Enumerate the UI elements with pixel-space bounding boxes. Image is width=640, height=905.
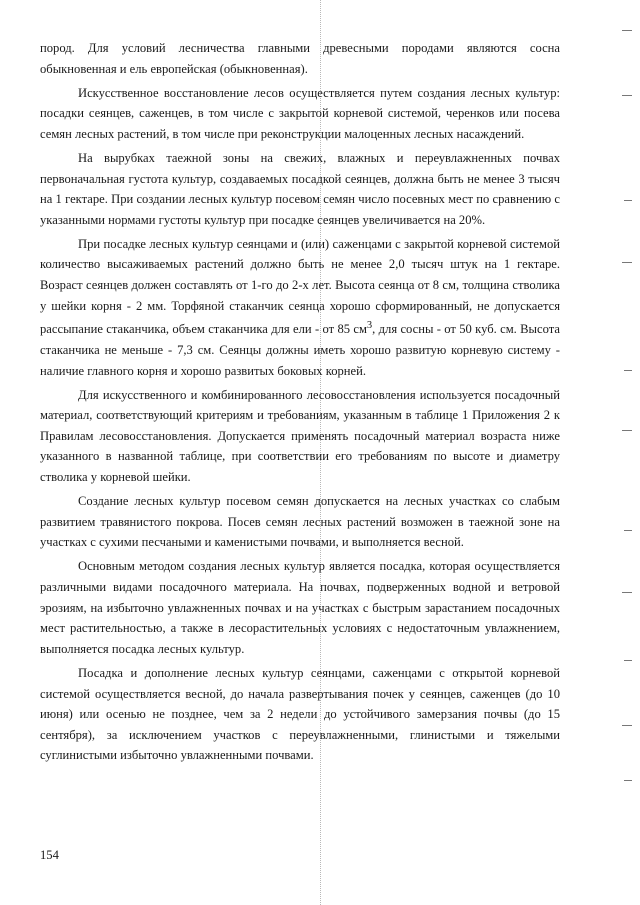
superscript-cubic: 3 — [366, 320, 373, 332]
paragraph-2: Искусственное восстановление лесов осуществляется путем создания лесных культур: посадки сеянцев, саженцев, в том числе с закрытой корневой системой, черенков или посева семян лесных растений, в том числе при реконструкции малоценных лесных насаждений. — [40, 85, 560, 141]
scan-edge-mark — [624, 660, 632, 661]
paragraph-5: Для искусственного и комбинированного лесовосстановления используется посадочный материал, соответствующий критериям и требованиям, указанным в таблице 1 Приложения 2 к Правилам лесовосстановления. Допускается применять посадочный материал возраста ниже указанного в названной таблице, при соответствии его требованиям по высоте и диаметру стволика у корневой шейки. — [40, 387, 560, 485]
scan-edge-mark — [624, 200, 632, 201]
scan-edge-mark — [622, 725, 632, 726]
page-number: 154 — [40, 848, 59, 862]
scan-edge-mark — [622, 262, 632, 263]
scan-edge-mark — [622, 592, 632, 593]
scan-edge-mark — [622, 430, 632, 431]
paragraph-4-part-a: При посадке лесных культур сеянцами и (или) саженцами с закрытой корневой системой количество высаживаемых растений должно быть не менее 2,0 тысяч штук на 1 гектаре. Возраст сеянцев должен составлять от 1-го до 2-х лет. Высота сеянца от 8 см, толщина стволика у шейки корня - 2 мм. Торфяной стаканчик сеянца хорошо сформированный, не допускается рассыпание стаканчика, объем стаканчика для ели - от 85 см — [40, 236, 560, 337]
scan-edge-mark — [624, 530, 632, 531]
paragraph-4 — [40, 234, 560, 381]
scan-edge-mark — [622, 95, 632, 96]
scan-edge-mark — [624, 780, 632, 781]
paragraph-8: Посадка и дополнение лесных культур сеянцами, саженцами с открытой корневой системой осуществляется весной, до начала развертывания почек у сеянцев, саженцев (до 10 июня) или осенью не позднее, чем за 2 недели до устойчивого замерзания почвы (до 15 сентября), за исключением участков с переувлажненными, глинистыми и тяжелыми суглинистыми избыточно увлажненными почвами. — [40, 665, 560, 763]
paragraph-4-part-b: , для сосны - от 50 куб. см. Высота стаканчика не меньше - 7,3 см. Сеянцы должны иметь хорошо развитую корневую систему - наличие главного корня и хорошо развитых боковых корней. — [40, 322, 560, 378]
scan-edge-mark — [622, 30, 632, 31]
scan-edge-mark — [624, 370, 632, 371]
text-column — [40, 38, 560, 769]
paragraph-3: На вырубках таежной зоны на свежих, влажных и переувлажненных почвах первоначальная густота культур, создаваемых посадкой сеянцев, должна быть не менее 3 тысяч на 1 гектаре. При создании лесных культур посевом семян число посевных мест по сравнению с указанными нормами густоты культур при посадке сеянцев увеличивается на 20%. — [40, 150, 560, 227]
paragraph-1: пород. Для условий лесничества главными древесными породами являются сосна обыкновенная и ель европейская (обыкновенная). — [40, 41, 560, 76]
paragraph-7: Основным методом создания лесных культур является посадка, которая осуществляется различными видами посадочного материала. На почвах, подверженных водной и ветровой эрозиям, на избыточно увлажненных почвах и на участках с быстрым зарастанием посадочных мест растительностью, а также в лесорастительных условиях с недостаточным увлажнением, выполняется посадка лесных культур. — [40, 559, 560, 656]
paragraph-6: Создание лесных культур посевом семян допускается на лесных участках со слабым развитием травянистого покрова. Посев семян лесных растений возможен в таежной зоне на участках с сухими песчаными и каменистыми почвами, и выполняется весной. — [40, 494, 560, 550]
